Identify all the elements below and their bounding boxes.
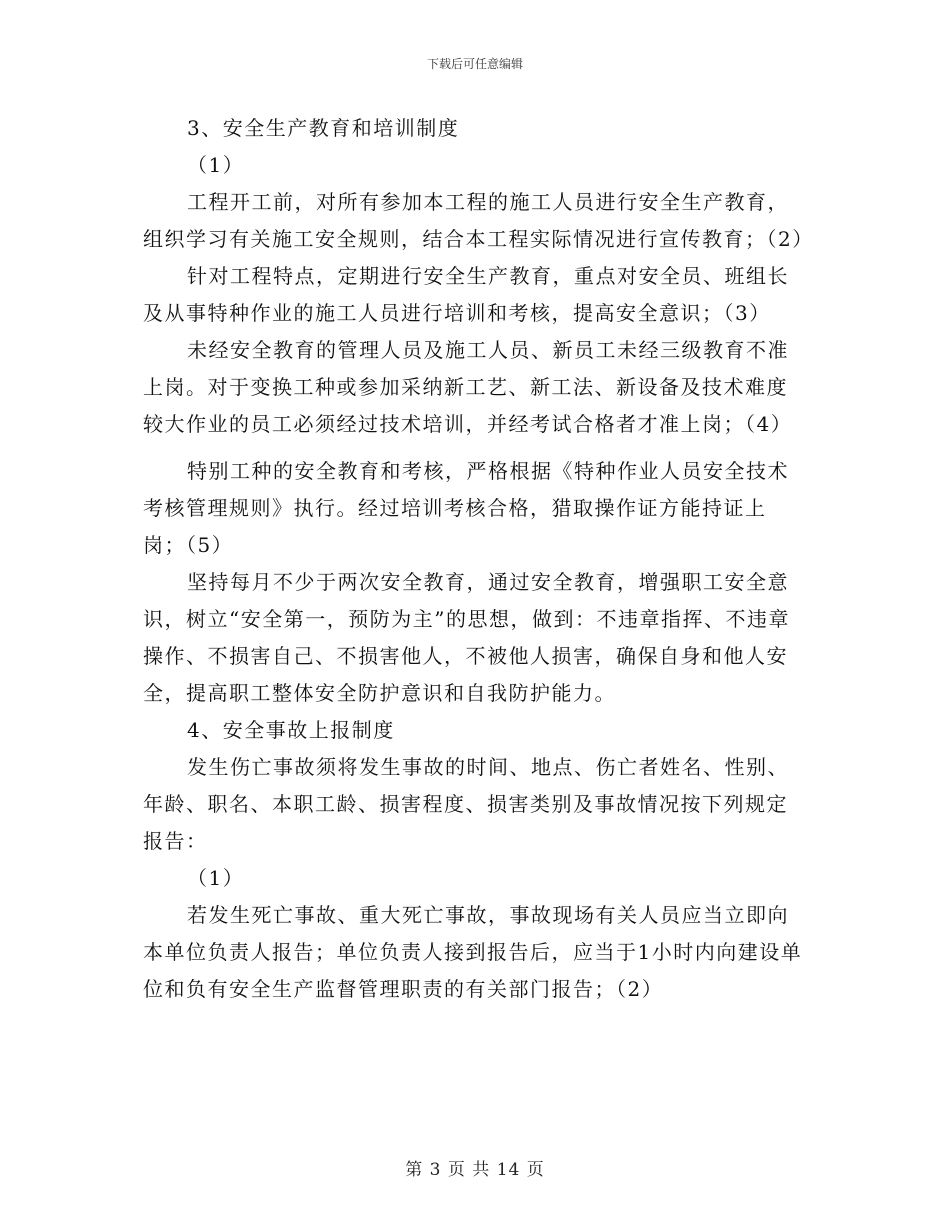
paragraph: 特别工种的安全教育和考核，严格根据《特种作业人员安全技术考核管理规则》执行。经过培训考核合格，猎取操作证方能持证上岗；（5） <box>143 459 789 557</box>
paragraph: 坚持每月不少于两次安全教育，通过安全教育，增强职工安全意识，树立“安全第一，预防为主”的思想，做到：不违章指挥、不违章操作、不损害自己、不损害他人，不被他人损害，确保自身和他人安全，提高职工整体安全防护意识和自我防护能力。 <box>143 570 790 705</box>
section-heading-4: 4、安全事故上报制度 <box>187 718 395 742</box>
paragraph: 针对工程特点，定期进行安全生产教育，重点对安全员、班组长及从事特种作业的施工人员进行培训和考核，提高安全意识；（3） <box>143 264 789 325</box>
page-header: 下载后可任意编辑 <box>426 57 523 71</box>
paragraph: 未经安全教育的管理人员及施工人员、新员工未经三级教育不准上岗。对于变换工种或参加采纳新工艺、新工法、新设备及技术难度较大作业的员工必须经过技术培训，并经考试合格者才准上岗；（4） <box>143 338 793 436</box>
document-body <box>143 110 814 1008</box>
item-number: （1） <box>187 866 245 890</box>
page-footer: 第 3 页 共 14 页 <box>405 1160 545 1180</box>
paragraph: 若发生死亡事故、重大死亡事故，事故现场有关人员应当立即向本单位负责人报告；单位负责人接到报告后，应当于1小时内向建设单位和负有安全生产监督管理职责的有关部门报告；（2） <box>143 903 803 1001</box>
paragraph: 发生伤亡事故须将发生事故的时间、地点、伤亡者姓名、性别、年龄、职名、本职工龄、损害程度、损害类别及事故情况按下列规定报告： <box>143 755 789 853</box>
section-heading-3: 3、安全生产教育和培训制度 <box>187 116 460 140</box>
item-number: （1） <box>187 153 245 177</box>
paragraph: 工程开工前，对所有参加本工程的施工人员进行安全生产教育，组织学习有关施工安全规则，结合本工程实际情况进行宣传教育；（2） <box>143 190 814 251</box>
